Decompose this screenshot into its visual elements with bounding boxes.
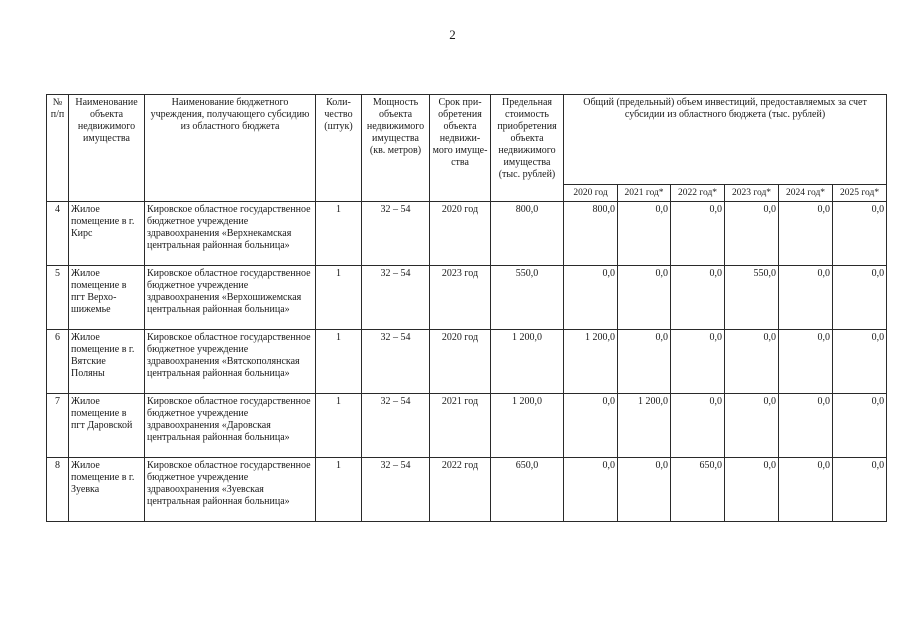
row-object: Жилое помещение в г. Кирс xyxy=(69,202,145,266)
row-year-value: 0,0 xyxy=(618,458,671,522)
header-institution: Наименование бюджетного учреждения, получающего субсидию из областного бюджета xyxy=(145,95,316,202)
row-year-value: 800,0 xyxy=(564,202,618,266)
header-num: № п/п xyxy=(47,95,69,202)
row-year-value: 0,0 xyxy=(618,266,671,330)
row-institution: Кировское областное государственное бюджетное учреждение здравоохранения «Вятскополянская центральная районная больница» xyxy=(145,330,316,394)
row-year-value: 0,0 xyxy=(618,330,671,394)
header-quantity: Количество (штук) xyxy=(316,95,362,202)
row-num: 6 xyxy=(47,330,69,394)
page-number: 2 xyxy=(449,27,456,42)
row-year-value: 0,0 xyxy=(779,266,833,330)
header-year: 2023 год* xyxy=(725,185,779,202)
header-term: Срок приобретения объекта недвижимого имущества xyxy=(430,95,491,202)
row-object: Жилое помещение в г. Вятские Поляны xyxy=(69,330,145,394)
row-year-value: 0,0 xyxy=(779,330,833,394)
row-object: Жилое помещение в г. Зуевка xyxy=(69,458,145,522)
row-object: Жилое помещение в пгт Верхошижемье xyxy=(69,266,145,330)
row-capacity: 32 – 54 xyxy=(362,330,430,394)
row-quantity: 1 xyxy=(316,202,362,266)
row-year-value: 0,0 xyxy=(779,202,833,266)
row-year-value: 0,0 xyxy=(671,330,725,394)
row-num: 8 xyxy=(47,458,69,522)
header-cost: Предельная стоимость приобретения объекта недвижимого имущества (тыс. рублей) xyxy=(491,95,564,202)
row-year-value: 0,0 xyxy=(725,330,779,394)
row-term: 2020 год xyxy=(430,330,491,394)
row-institution: Кировское областное государственное бюджетное учреждение здравоохранения «Зуевская центральная районная больница» xyxy=(145,458,316,522)
row-year-value: 0,0 xyxy=(833,394,887,458)
row-year-value: 0,0 xyxy=(564,394,618,458)
row-capacity: 32 – 54 xyxy=(362,394,430,458)
table-row xyxy=(47,394,887,458)
row-term: 2021 год xyxy=(430,394,491,458)
row-year-value: 0,0 xyxy=(833,202,887,266)
row-num: 4 xyxy=(47,202,69,266)
row-term: 2020 год xyxy=(430,202,491,266)
row-year-value: 0,0 xyxy=(725,394,779,458)
table-row xyxy=(47,330,887,394)
row-term: 2023 год xyxy=(430,266,491,330)
row-year-value: 1 200,0 xyxy=(564,330,618,394)
row-quantity: 1 xyxy=(316,330,362,394)
row-year-value: 0,0 xyxy=(564,266,618,330)
row-cost: 650,0 xyxy=(491,458,564,522)
row-year-value: 0,0 xyxy=(618,202,671,266)
row-quantity: 1 xyxy=(316,266,362,330)
header-year: 2020 год xyxy=(564,185,618,202)
row-year-value: 0,0 xyxy=(564,458,618,522)
investment-table xyxy=(46,94,887,522)
row-institution: Кировское областное государственное бюджетное учреждение здравоохранения «Верхнекамская центральная районная больница» xyxy=(145,202,316,266)
header-investment: Общий (предельный) объем инвестиций, предоставляемых за счет субсидии из областного бюджета (тыс. рублей) xyxy=(564,95,887,185)
row-year-value: 550,0 xyxy=(725,266,779,330)
row-year-value: 0,0 xyxy=(779,394,833,458)
header-capacity: Мощность объекта недвижимого имущества (кв. метров) xyxy=(362,95,430,202)
row-quantity: 1 xyxy=(316,394,362,458)
row-year-value: 0,0 xyxy=(725,202,779,266)
header-year: 2024 год* xyxy=(779,185,833,202)
header-year: 2025 год* xyxy=(833,185,887,202)
row-institution: Кировское областное государственное бюджетное учреждение здравоохранения «Даровская центральная районная больница» xyxy=(145,394,316,458)
row-capacity: 32 – 54 xyxy=(362,202,430,266)
row-year-value: 0,0 xyxy=(833,330,887,394)
header-year: 2022 год* xyxy=(671,185,725,202)
row-object: Жилое помещение в пгт Даровской xyxy=(69,394,145,458)
row-year-value: 0,0 xyxy=(833,458,887,522)
table-row xyxy=(47,266,887,330)
row-term: 2022 год xyxy=(430,458,491,522)
header-year: 2021 год* xyxy=(618,185,671,202)
table-row xyxy=(47,202,887,266)
row-year-value: 650,0 xyxy=(671,458,725,522)
row-cost: 550,0 xyxy=(491,266,564,330)
row-institution: Кировское областное государственное бюджетное учреждение здравоохранения «Верхошижемская центральная районная больница» xyxy=(145,266,316,330)
row-cost: 1 200,0 xyxy=(491,394,564,458)
row-num: 7 xyxy=(47,394,69,458)
row-capacity: 32 – 54 xyxy=(362,458,430,522)
row-quantity: 1 xyxy=(316,458,362,522)
row-year-value: 0,0 xyxy=(833,266,887,330)
header-object-name: Наименование объекта недвижимого имущества xyxy=(69,95,145,202)
row-year-value: 0,0 xyxy=(671,202,725,266)
row-cost: 1 200,0 xyxy=(491,330,564,394)
row-year-value: 0,0 xyxy=(671,266,725,330)
row-year-value: 0,0 xyxy=(671,394,725,458)
row-year-value: 0,0 xyxy=(779,458,833,522)
row-capacity: 32 – 54 xyxy=(362,266,430,330)
row-year-value: 0,0 xyxy=(725,458,779,522)
row-year-value: 1 200,0 xyxy=(618,394,671,458)
table-row xyxy=(47,458,887,522)
row-cost: 800,0 xyxy=(491,202,564,266)
row-num: 5 xyxy=(47,266,69,330)
